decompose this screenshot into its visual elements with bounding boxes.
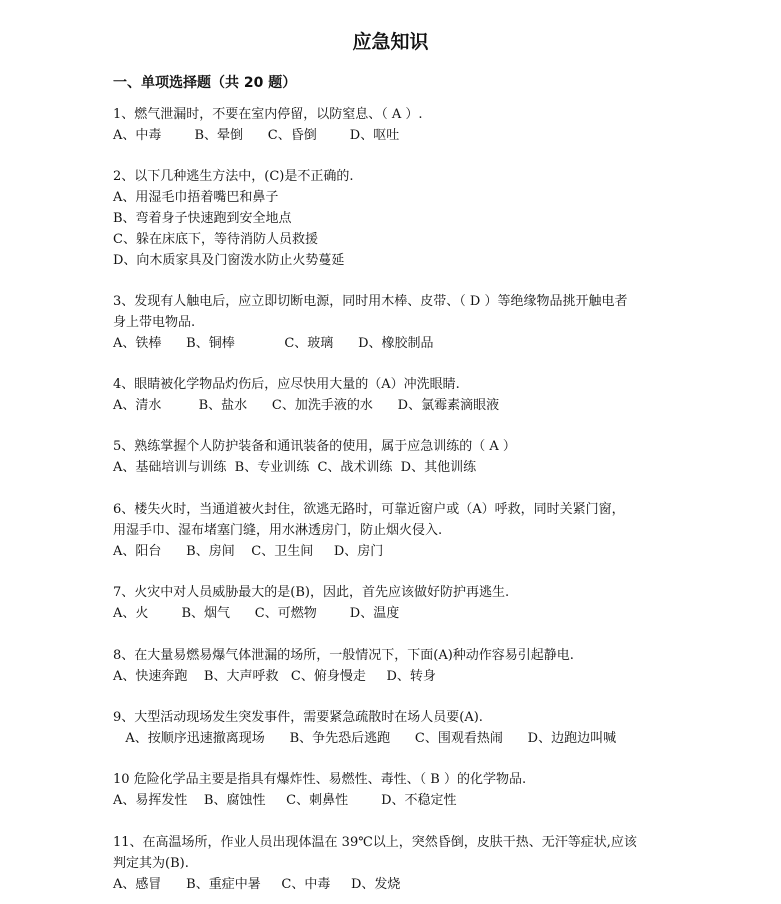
question-option-a: A、用湿毛巾捂着嘴巴和鼻子 xyxy=(113,190,279,205)
question-text: 10 危险化学品主要是指具有爆炸性、易燃性、毒性、（ B ）的化学物品. xyxy=(113,772,527,787)
question-text: 11、在高温场所，作业人员出现体温在 39℃以上，突然昏倒，皮肤干热、无汗等症状,应该 xyxy=(113,835,637,850)
question-8 xyxy=(113,645,673,687)
question-5 xyxy=(113,436,673,478)
question-2 xyxy=(113,166,673,271)
question-3 xyxy=(113,291,673,354)
question-text: 4、眼睛被化学物品灼伤后，应尽快用大量的（A）冲洗眼睛. xyxy=(113,377,460,392)
question-text-continued: 身上带电物品. xyxy=(113,315,196,330)
question-11 xyxy=(113,832,673,895)
question-1 xyxy=(113,104,673,146)
question-text-continued: 判定其为(B). xyxy=(113,856,189,871)
page-title: 应急知识 xyxy=(352,31,429,53)
question-options: A、铁棒 B、铜棒 C、玻璃 D、橡胶制品 xyxy=(113,336,434,351)
question-options: A、快速奔跑 B、大声呼救 C、俯身慢走 D、转身 xyxy=(113,669,436,684)
question-text: 7、火灾中对人员威胁最大的是(B)，因此，首先应该做好防护再逃生. xyxy=(113,585,510,600)
question-option-b: B、弯着身子快速跑到安全地点 xyxy=(113,211,292,226)
question-text-continued: 用湿手巾、湿布堵塞门缝，用水淋透房门，防止烟火侵入. xyxy=(113,523,443,538)
question-text: 5、熟练掌握个人防护装备和通讯装备的使用，属于应急训练的（ A ） xyxy=(113,439,516,454)
question-9 xyxy=(113,707,673,749)
question-10 xyxy=(113,769,673,811)
section-heading: 一、单项选择题（共 20 题） xyxy=(113,75,297,91)
question-options: A、火 B、烟气 C、可燃物 D、温度 xyxy=(113,606,400,621)
question-option-c: C、躲在床底下，等待消防人员救援 xyxy=(113,232,318,247)
question-7 xyxy=(113,582,673,624)
question-option-d: D、向木质家具及门窗泼水防止火势蔓延 xyxy=(113,253,345,268)
question-text: 9、大型活动现场发生突发事件，需要紧急疏散时在场人员要(A). xyxy=(113,710,483,725)
question-options: A、易挥发性 B、腐蚀性 C、刺鼻性 D、不稳定性 xyxy=(113,793,457,808)
question-6 xyxy=(113,499,673,562)
question-text: 8、在大量易燃易爆气体泄漏的场所，一般情况下，下面(A)种动作容易引起静电. xyxy=(113,648,574,663)
question-options: A、按顺序迅速撤离现场 B、争先恐后逃跑 C、围观看热闹 D、边跑边叫喊 xyxy=(113,731,617,746)
question-options: A、阳台 B、房间 C、卫生间 D、房门 xyxy=(113,544,384,559)
question-text: 1、燃气泄漏时，不要在室内停留，以防窒息、（ A ）. xyxy=(113,107,423,122)
question-text: 6、楼失火时，当通道被火封住，欲逃无路时，可靠近窗户或（A）呼救，同时关紧门窗， xyxy=(113,502,625,517)
question-options: A、清水 B、盐水 C、加洗手液的水 D、氯霉素滴眼液 xyxy=(113,398,500,413)
question-text: 2、以下几种逃生方法中，(C)是不正确的. xyxy=(113,169,354,184)
question-text: 3、发现有人触电后，应立即切断电源，同时用木棒、皮带、（ D ）等绝缘物品挑开触电者 xyxy=(113,294,628,309)
question-4 xyxy=(113,374,673,416)
question-options: A、中毒 B、晕倒 C、昏倒 D、呕吐 xyxy=(113,128,400,143)
question-options: A、基础培训与训练 B、专业训练 C、战术训练 D、其他训练 xyxy=(113,460,477,475)
question-options: A、感冒 B、重症中暑 C、中毒 D、发烧 xyxy=(113,877,401,892)
